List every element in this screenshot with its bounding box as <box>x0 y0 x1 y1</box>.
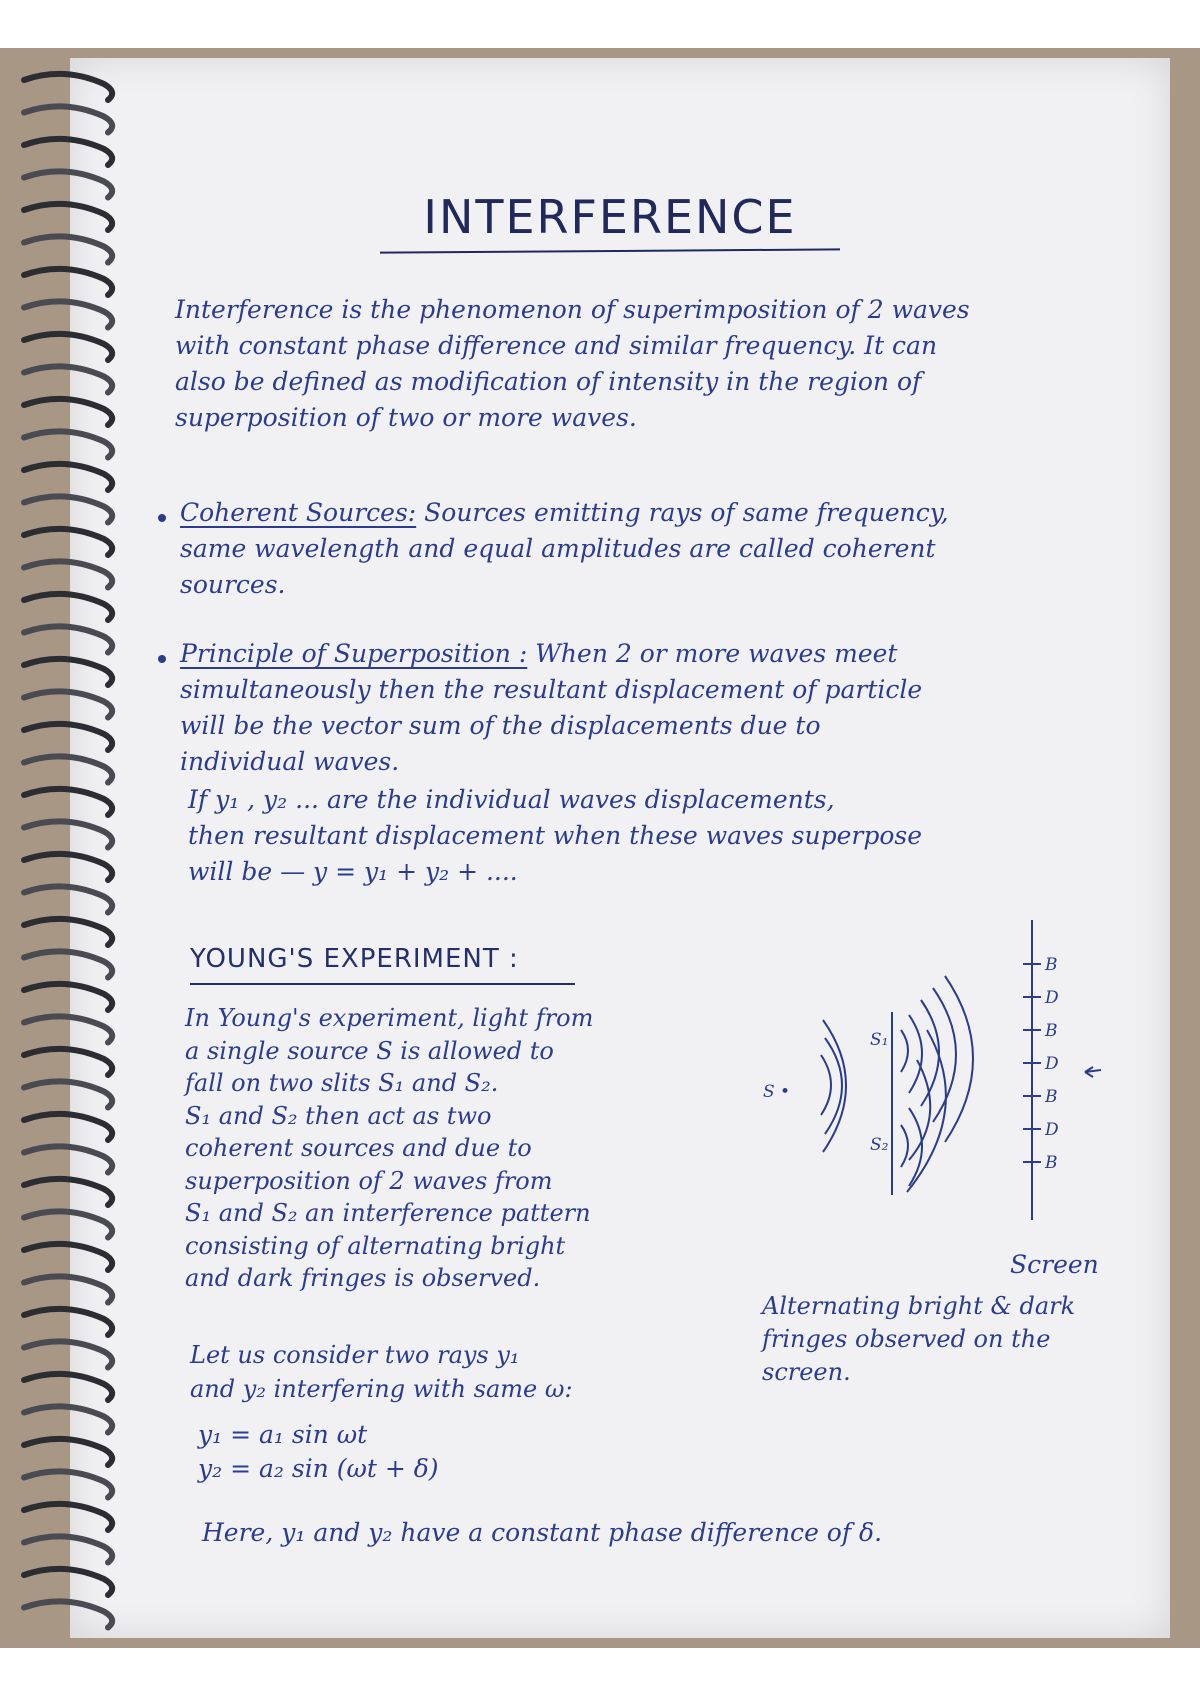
spiral-ring <box>24 431 112 457</box>
superposition-line: simultaneously then the resultant displacement of particle <box>180 675 923 704</box>
spiral-ring <box>24 691 112 717</box>
spiral-ring <box>24 561 112 587</box>
interfering-rays-paragraph <box>190 1338 573 1406</box>
equation-y2: y₂ = a₂ sin (ωt + δ) <box>198 1454 439 1483</box>
young-line: S₁ and S₂ then act as two <box>185 1101 492 1130</box>
young-line: coherent sources and due to <box>185 1134 532 1162</box>
coherent-line: same wavelength and equal amplitudes are called coherent <box>180 534 936 563</box>
spiral-ring <box>24 1504 112 1530</box>
heading-underline <box>190 983 575 985</box>
formula-line: If y₁ , y₂ ... are the individual waves displacements, <box>188 785 835 814</box>
young-line: In Young's experiment, light from <box>185 1004 594 1032</box>
superposition-formula-paragraph <box>188 782 922 890</box>
dark-fringe-label: D <box>1045 988 1059 1008</box>
spiral-ring <box>24 529 112 555</box>
spiral-ring <box>24 724 112 750</box>
spiral-ring <box>24 1179 112 1205</box>
spiral-ring <box>24 1341 112 1367</box>
spiral-ring <box>24 1211 112 1237</box>
diagram-caption <box>762 1290 1122 1389</box>
spiral-ring <box>24 1439 112 1465</box>
caption-line: screen. <box>762 1358 851 1386</box>
spiral-ring <box>24 659 112 685</box>
young-line: S₁ and S₂ an interference pattern <box>185 1199 591 1227</box>
superposition-line: individual waves. <box>180 747 400 776</box>
spiral-ring <box>24 1081 112 1107</box>
spiral-binding <box>18 60 128 1640</box>
rays-line: Let us consider two rays y₁ <box>190 1341 520 1369</box>
young-line: a single source S is allowed to <box>185 1036 554 1065</box>
bright-fringe-label: B <box>1045 955 1058 975</box>
spiral-ring <box>24 171 112 197</box>
wave-equations <box>198 1418 439 1486</box>
spiral-ring <box>24 1601 112 1627</box>
bright-fringe-label: B <box>1045 1021 1058 1041</box>
spiral-ring <box>24 204 112 230</box>
bright-fringe-label: B <box>1045 1153 1058 1173</box>
intro-line: also be defined as modification of intensity in the region of <box>175 367 922 396</box>
spiral-ring <box>24 1016 112 1042</box>
coherent-line: Sources emitting rays of same frequency, <box>424 498 949 527</box>
spiral-ring <box>24 951 112 977</box>
caption-line: Alternating bright & dark <box>762 1292 1076 1320</box>
spiral-ring <box>24 1244 112 1270</box>
incident-wavefront <box>821 1055 831 1115</box>
spiral-ring <box>24 1114 112 1140</box>
youngs-experiment-paragraph <box>185 1002 593 1295</box>
young-line: and dark fringes is observed. <box>185 1264 541 1292</box>
caption-line: fringes observed on the <box>762 1325 1051 1353</box>
source-label: S • <box>763 1082 791 1102</box>
rays-line: and y₂ interfering with same ω: <box>190 1375 573 1403</box>
spiral-ring <box>24 399 112 425</box>
slit-wavefront <box>945 976 973 1142</box>
youngs-double-slit-diagram <box>755 920 1115 1230</box>
intro-line: superposition of two or more waves. <box>175 403 637 432</box>
spiral-ring <box>24 919 112 945</box>
spiral-ring <box>24 1569 112 1595</box>
slit-label-s1: S₁ <box>870 1030 889 1050</box>
spiral-ring <box>24 236 112 262</box>
spiral-ring <box>24 106 112 132</box>
bright-fringe-label: B <box>1045 1087 1058 1107</box>
spiral-ring <box>24 626 112 652</box>
coherent-sources-term: Coherent Sources: <box>180 498 417 527</box>
equation-y1: y₁ = a₁ sin ωt <box>198 1420 368 1449</box>
spiral-ring <box>24 366 112 392</box>
spiral-ring <box>24 1471 112 1497</box>
superposition-term: Principle of Superposition : <box>180 639 528 668</box>
spiral-ring <box>24 854 112 880</box>
spiral-ring <box>24 334 112 360</box>
page-title: INTERFERENCE <box>423 190 797 244</box>
coherent-line: sources. <box>180 570 286 599</box>
intro-paragraph <box>175 292 970 436</box>
spiral-ring <box>24 594 112 620</box>
bullet-dot <box>158 655 166 663</box>
spiral-ring <box>24 1146 112 1172</box>
superposition-paragraph <box>180 636 922 780</box>
formula-line: then resultant displacement when these waves superpose <box>188 821 923 850</box>
phase-difference-conclusion: Here, y₁ and y₂ have a constant phase difference of δ. <box>202 1518 883 1547</box>
coherent-sources-paragraph <box>180 495 949 603</box>
intro-line: Interference is the phenomenon of superimposition of 2 waves <box>175 295 970 324</box>
spiral-ring <box>24 886 112 912</box>
young-line: fall on two slits S₁ and S₂. <box>185 1069 499 1097</box>
slit-wavefront <box>909 1060 930 1160</box>
young-line: superposition of 2 waves from <box>185 1166 553 1195</box>
slit-label-s2: S₂ <box>870 1135 889 1155</box>
next-page-edge <box>1180 250 1200 750</box>
slit-wavefront <box>901 1125 908 1167</box>
formula-line: will be — y = y₁ + y₂ + .... <box>188 857 518 886</box>
dark-fringe-label: D <box>1045 1054 1059 1074</box>
slit-wavefront <box>921 1000 939 1106</box>
spiral-ring <box>24 139 112 165</box>
spiral-ring <box>24 1406 112 1432</box>
spiral-ring <box>24 1536 112 1562</box>
spiral-ring <box>24 301 112 327</box>
screen-label: Screen <box>1010 1250 1099 1279</box>
spiral-ring <box>24 1276 112 1302</box>
young-line: consisting of alternating bright <box>185 1231 566 1260</box>
intro-line: with constant phase difference and similar frequency. It can <box>175 331 938 360</box>
bullet-dot <box>158 514 166 522</box>
youngs-experiment-heading: YOUNG'S EXPERIMENT : <box>190 944 519 974</box>
spiral-ring <box>24 1374 112 1400</box>
superposition-line: will be the vector sum of the displacements due to <box>180 711 821 740</box>
spiral-ring <box>24 74 112 100</box>
spiral-ring <box>24 1049 112 1075</box>
spiral-ring <box>24 1309 112 1335</box>
slit-wavefront <box>901 1030 908 1072</box>
spiral-ring <box>24 821 112 847</box>
spiral-ring <box>24 464 112 490</box>
dark-fringe-label: D <box>1045 1120 1059 1140</box>
superposition-line: When 2 or more waves meet <box>535 639 898 668</box>
spiral-ring <box>24 756 112 782</box>
slit-wavefront <box>909 1015 922 1093</box>
spiral-ring <box>24 984 112 1010</box>
slit-wavefront <box>933 988 956 1122</box>
spiral-ring <box>24 789 112 815</box>
spiral-ring <box>24 496 112 522</box>
spiral-ring <box>24 269 112 295</box>
